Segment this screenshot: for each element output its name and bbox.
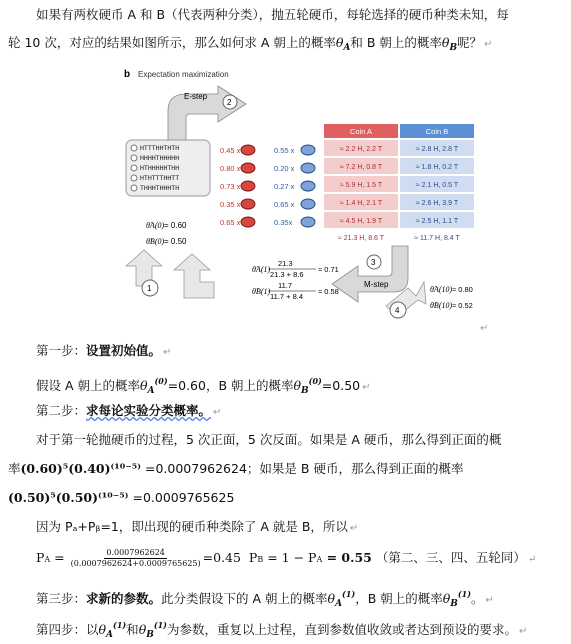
pa-value: =0.45 <box>202 550 241 565</box>
step-2-detail-4 <box>36 518 358 538</box>
theta-b-0-symbol: $\theta_B^{(0)}$ <box>293 376 322 396</box>
pb-rhs: = 1 − P <box>263 550 317 565</box>
step-2-text-b: =0.0007962624；如果是 B 硬币，那么得到正面的概率 <box>141 461 464 476</box>
coin-b-weight: 0.20 x <box>274 164 295 173</box>
step-3-text-c: 。 <box>471 591 484 606</box>
coin-b-icon <box>301 217 315 227</box>
pa-symbol: P <box>36 550 45 565</box>
step-4-number: 4 <box>395 306 400 315</box>
intro-text: 如果有两枚硬币 A 和 B（代表两种分类），抛五轮硬币，每轮选择的硬币种类未知，每 <box>36 7 509 22</box>
step-2-heading <box>36 402 221 422</box>
step-4-text-a: 第四步：以 <box>36 622 99 637</box>
return-mark-icon: ↵ <box>518 626 528 637</box>
em-figure <box>118 66 480 328</box>
intro-text-c: 呢？ <box>457 35 483 50</box>
update-b-val: ≈ 0.58 <box>318 287 339 296</box>
theta-a-1-symbol-b: $\theta_A^{(1)}$ <box>98 620 127 640</box>
m-step-label: M-step <box>364 280 389 289</box>
return-mark-icon: ↵ <box>362 382 371 393</box>
return-mark-icon: ↵ <box>349 523 359 534</box>
step-1-prefix: 第一步： <box>36 343 87 358</box>
step-1-number: 1 <box>147 284 152 293</box>
pb-value: = 0.55 <box>322 550 372 565</box>
coin-a-weight: 0.45 x <box>220 146 241 155</box>
theta-a-0-symbol: $\theta_A^{(0)}$ <box>140 376 168 396</box>
theta-b0-symbol: θ̂B(0) <box>146 237 165 246</box>
pa-numerator: 0.0007962624 <box>106 548 165 557</box>
table-total: ≈ 11.7 H, 8.4 T <box>414 235 460 242</box>
pa-pb-equation: PA = $\frac{0.0007962624}{(0.0007962624+0.0009765625)}$ =0.45 PB = 1 − PA = 0.55 （第二、三、四、五轮同） ↵ <box>36 548 537 568</box>
coin-b-icon <box>301 163 315 173</box>
update-a-val: ≈ 0.71 <box>318 265 339 274</box>
theta-a10-symbol: θ̂A(10) <box>430 285 453 294</box>
return-mark-icon: ↵ <box>527 554 537 565</box>
pb-symbol: P <box>248 550 258 565</box>
coin-b-weight: 0.27 x <box>274 182 295 191</box>
table-header-label: Coin A <box>349 127 373 136</box>
coin-b-weight: 0.55 x <box>274 146 295 155</box>
theta-b-1-symbol: $\theta_B^{(1)}$ <box>442 589 472 609</box>
prob-b-formula: (0.50)⁵(0.50)⁽¹⁰⁻⁵⁾ <box>8 490 129 505</box>
coin-a-icon <box>241 163 255 173</box>
theta-b-symbol: $\theta_B$ <box>441 35 458 53</box>
table-cell-value: ≈ 2.6 H, 3.9 T <box>415 200 459 207</box>
sequence-marker <box>131 175 137 181</box>
sequence-marker <box>131 165 137 171</box>
coin-a-weight: 0.65 x <box>220 218 241 227</box>
step-1-heading <box>36 342 171 362</box>
theta-a0-value: = 0.60 <box>164 221 187 230</box>
step-4-text-c: 为参数，重复以上过程，直到参数值收敛或者达到预设的要求。 <box>166 622 517 637</box>
step-3-text-a: 此分类假设下的 A 朝上的概率 <box>161 591 328 606</box>
table-cell-value: ≈ 2.2 H, 2.2 T <box>339 146 383 153</box>
theta-a-1-symbol: $\theta_A^{(1)}$ <box>327 589 356 609</box>
return-mark-icon: ↵ <box>480 323 489 334</box>
coin-a-icon <box>241 145 255 155</box>
step-1-arrow-icon <box>126 250 162 286</box>
table-cell-value: ≈ 1.4 H, 2.1 T <box>339 200 383 207</box>
figure-return-mark <box>478 318 488 338</box>
table-cell-value: ≈ 2.1 H, 0.5 T <box>415 182 459 189</box>
step-4-text-b: 和 <box>126 622 139 637</box>
step-1-title: 设置初始值。 <box>86 343 162 358</box>
coin-a-weight: 0.80 x <box>220 164 241 173</box>
theta-b-1-symbol-b: $\theta_B^{(1)}$ <box>138 620 167 640</box>
update-a-num: 21.3 <box>278 259 293 268</box>
intro-text-b: 和 B 朝上的概率 <box>350 35 442 50</box>
table-cell-value: ≈ 2.5 H, 1.1 T <box>415 218 459 225</box>
table-cell-value: ≈ 7.2 H, 0.8 T <box>339 164 383 171</box>
pb-note: （第二、三、四、五轮同） <box>375 550 526 565</box>
update-b-num: 11.7 <box>278 281 293 290</box>
pa-fraction <box>71 548 201 569</box>
coin-a-icon <box>241 217 255 227</box>
coin-b-icon <box>301 145 315 155</box>
step-2-text-a: 率 <box>8 461 21 476</box>
sequence-marker <box>131 155 137 161</box>
return-mark-icon: ↵ <box>484 39 493 50</box>
intro-line-1 <box>36 6 509 24</box>
table-cell-value: ≈ 2.8 H, 2.8 T <box>415 146 459 153</box>
update-b-den: 11.7 + 8.4 <box>270 292 304 301</box>
step-2-text-d: 因为 Pₐ+Pᵦ=1，即出现的硬币种类除了 A 就是 B，所以 <box>36 519 348 534</box>
pa-denominator: (0.0007962624+0.0009765625) <box>70 559 201 568</box>
coin-sequence: THHHTHHHTH <box>140 184 180 192</box>
figure-title: Expectation maximization <box>138 70 229 79</box>
table-cell-value: ≈ 1.8 H, 0.2 T <box>415 164 459 171</box>
table-header-label: Coin B <box>425 127 449 136</box>
coin-b-weight: 0.35x <box>274 218 293 227</box>
figure-label: b <box>124 69 131 80</box>
return-mark-icon: ↵ <box>485 595 494 606</box>
coin-b-icon <box>301 199 315 209</box>
intro-text-a: 轮 10 次，对应的结果如图所示，那么如何求 A 朝上的概率 <box>8 35 336 50</box>
theta-b0-value: = 0.50 <box>164 237 187 246</box>
table-cell-value: ≈ 5.9 H, 1.5 T <box>339 182 383 189</box>
update-a-den: 21.3 + 8.6 <box>270 270 304 279</box>
theta-a0-symbol: θ̂A(0) <box>146 221 165 230</box>
coin-a-icon <box>241 181 255 191</box>
step-2-prefix: 第二步： <box>36 403 87 418</box>
e-step-label: E-step <box>184 92 208 101</box>
step-3-prefix: 第三步： <box>36 591 87 606</box>
return-arrow-icon <box>174 254 214 298</box>
step-2-detail-2 <box>8 460 463 478</box>
step-1-detail <box>36 372 371 400</box>
theta-b1-symbol: θ̂B(1) <box>252 287 271 296</box>
sequence-marker <box>131 185 137 191</box>
return-mark-icon: ↵ <box>213 407 222 418</box>
step-3-heading <box>36 585 494 613</box>
step-2-detail-1 <box>36 431 501 449</box>
step-3-text-b: ，B 朝上的概率 <box>355 591 443 606</box>
theta-b10-symbol: θ̂B(10) <box>430 301 453 310</box>
step-1-detail-a: 假设 A 朝上的概率 <box>36 378 140 393</box>
table-total: ≈ 21.3 H, 8.6 T <box>337 235 385 242</box>
intro-line-2 <box>8 34 492 57</box>
step-2-title: 求每论实验分类概率。 <box>86 403 212 418</box>
step-3-title: 求新的参数。 <box>86 591 162 606</box>
coin-b-weight: 0.65 x <box>274 200 295 209</box>
coin-sequence: HTTTHHTHTH <box>140 144 180 152</box>
prob-a-formula: (0.60)⁵(0.40)⁽¹⁰⁻⁵⁾ <box>20 461 142 476</box>
theta-a1-symbol: θ̂A(1) <box>252 265 271 274</box>
coin-a-icon <box>241 199 255 209</box>
coin-b-icon <box>301 181 315 191</box>
sequence-marker <box>131 145 137 151</box>
step-1-detail-b: =0.60，B 朝上的概率 <box>167 378 294 393</box>
coin-sequence: HTHHHHHTHH <box>140 164 180 172</box>
step-2-number: 2 <box>227 98 232 107</box>
m-step-arrow-icon <box>332 246 408 302</box>
theta-b10-value: ≈ 0.52 <box>452 301 473 310</box>
return-mark-icon: ↵ <box>163 347 172 358</box>
step-1-detail-c: =0.50 <box>321 378 361 393</box>
theta-a-symbol: $\theta_A$ <box>335 35 351 53</box>
coin-sequence: HTHTTTHHTT <box>140 174 180 182</box>
coin-a-weight: 0.35 x <box>220 200 241 209</box>
coin-sequence: HHHHTHHHHH <box>140 154 180 162</box>
coin-a-weight: 0.73 x <box>220 182 241 191</box>
step-3-number: 3 <box>371 258 376 267</box>
step-2-detail-3 <box>8 489 234 507</box>
step-2-text: 对于第一轮抛硬币的过程，5 次正面，5 次反面。如果是 A 硬币，那么得到正面的概 <box>36 432 502 447</box>
step-2-text-c: =0.0009765625 <box>128 490 235 505</box>
theta-a10-value: ≈ 0.80 <box>452 285 473 294</box>
table-cell-value: ≈ 4.5 H, 1.9 T <box>339 218 383 225</box>
